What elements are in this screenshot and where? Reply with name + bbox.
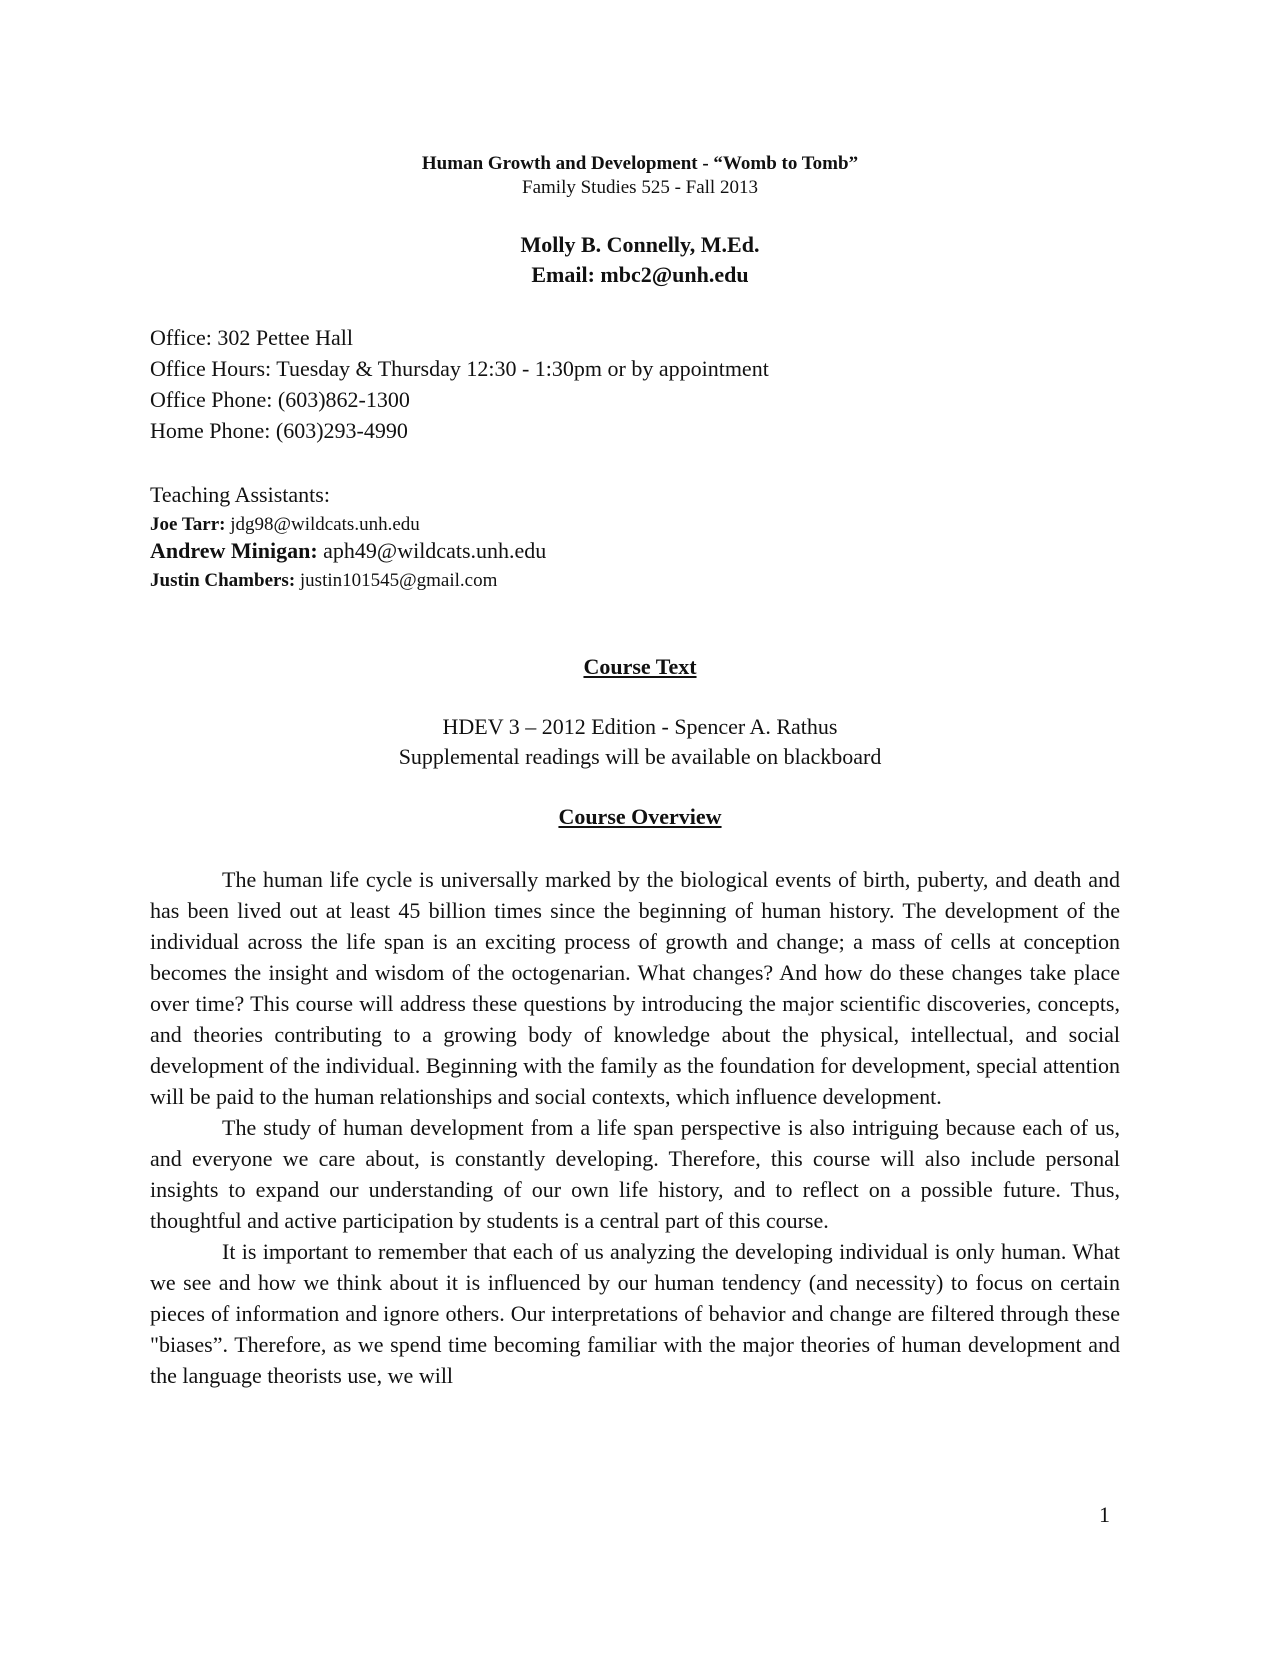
instructor-email: Email: mbc2@unh.edu bbox=[531, 262, 749, 287]
teaching-assistant-row bbox=[150, 512, 1130, 538]
overview-paragraph: The study of human development from a life span perspective is also intriguing because each of us, and everyone we care about, is constantly developing. Therefore, this course will also include personal insights to expand our understanding of our own life history, and to reflect on a possible future. Thus, thoughtful and active participation by students is a central part of this course. bbox=[150, 1115, 1120, 1233]
office-hours: Office Hours: Tuesday & Thursday 12:30 - 1:30pm or by appointment bbox=[150, 356, 769, 381]
ta-email: aph49@wildcats.unh.edu bbox=[323, 538, 547, 563]
ta-email: jdg98@wildcats.unh.edu bbox=[230, 514, 420, 535]
ta-name: Justin Chambers: bbox=[150, 570, 296, 591]
office-phone: Office Phone: (603)862-1300 bbox=[150, 387, 410, 412]
ta-name: Andrew Minigan: bbox=[150, 538, 318, 563]
teaching-assistant-row bbox=[150, 536, 1130, 566]
teaching-assistant-row bbox=[150, 568, 1130, 594]
office-location: Office: 302 Pettee Hall bbox=[150, 325, 354, 350]
home-phone: Home Phone: (603)293-4990 bbox=[150, 418, 408, 443]
course-subtitle: Family Studies 525 - Fall 2013 bbox=[522, 177, 758, 198]
course-text-heading: Course Text bbox=[583, 654, 697, 679]
overview-paragraph: The human life cycle is universally marked by the biological events of birth, puberty, and death and has been lived out at least 45 billion times since the beginning of human history. The development of the individual across the life span is an exciting process of growth and change; a mass of cells at conception becomes the insight and wisdom of the octogenarian. What changes? And how do these changes take place over time? This course will address these questions by introducing the major scientific discoveries, concepts, and theories contributing to a growing body of knowledge about the physical, intellectual, and social development of the individual. Beginning with the family as the foundation for development, special attention will be paid to the human relationships and social contexts, which influence development. bbox=[150, 867, 1120, 1109]
instructor-name: Molly B. Connelly, M.Ed. bbox=[520, 232, 760, 257]
ta-email: justin101545@gmail.com bbox=[299, 570, 498, 591]
supplemental-readings: Supplemental readings will be available on blackboard bbox=[398, 744, 882, 769]
course-overview-heading: Course Overview bbox=[558, 804, 722, 829]
teaching-assistants-heading: Teaching Assistants: bbox=[150, 482, 330, 507]
course-overview-body bbox=[150, 864, 1120, 1391]
ta-name: Joe Tarr: bbox=[150, 514, 226, 535]
course-title: Human Growth and Development - “Womb to Tomb” bbox=[421, 153, 859, 174]
page-number: 1 bbox=[1099, 1502, 1110, 1527]
contact-info bbox=[150, 322, 1130, 446]
course-textbook: HDEV 3 – 2012 Edition - Spencer A. Rathus bbox=[442, 714, 838, 739]
overview-paragraph: It is important to remember that each of us analyzing the developing individual is only human. What we see and how we think about it is influenced by our human tendency (and necessity) to focus on certain pieces of information and ignore others. Our interpretations of behavior and change are filtered through these "biases”. Therefore, as we spend time becoming familiar with the major theories of human development and the language theorists use, we will bbox=[150, 1239, 1120, 1388]
